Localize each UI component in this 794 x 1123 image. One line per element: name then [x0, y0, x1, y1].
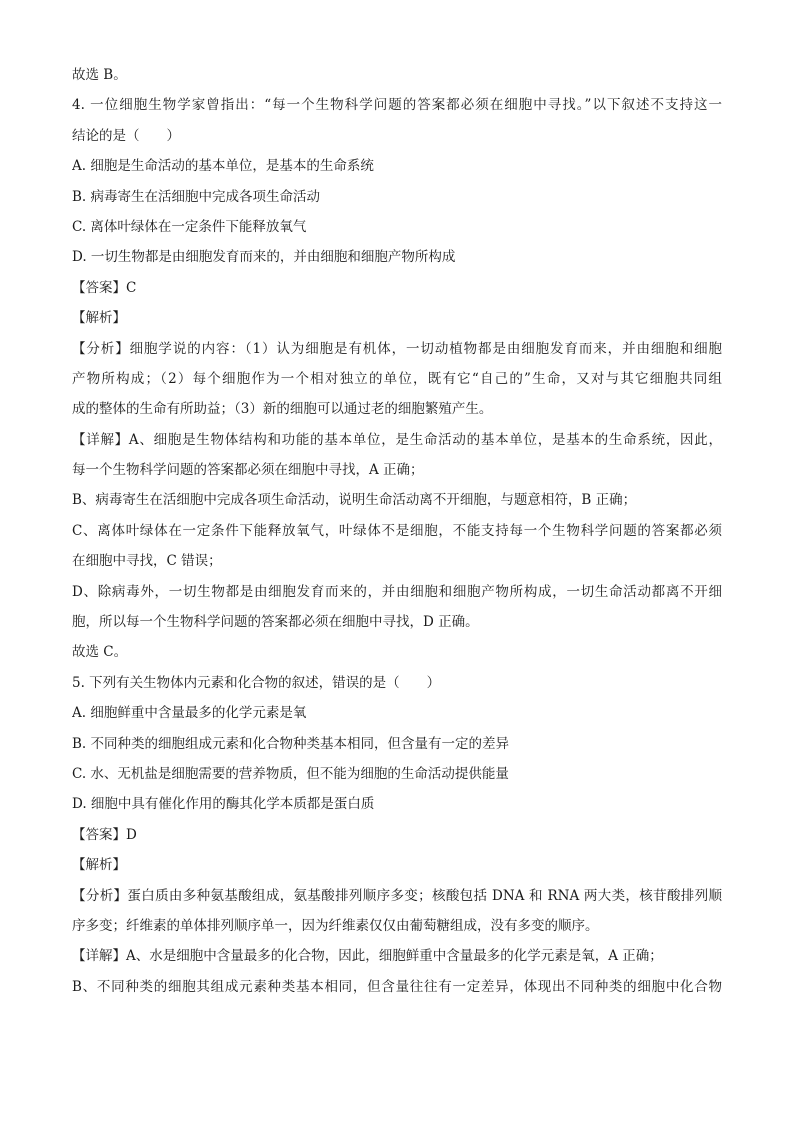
question-4-analysis-continued: 产物所构成；（2）每个细胞作为一个相对独立的单位，既有它“自己的”生命，又对与其它细胞共同组 [72, 370, 722, 387]
question-4-detail-c-end: 在细胞中寻找，C 错误； [72, 553, 222, 570]
question-4-option-b: B. 病毒寄生在活细胞中完成各项生命活动 [72, 188, 321, 205]
question-4-conclusion: 故选 C。 [72, 644, 128, 661]
question-4-analysis: 【分析】细胞学说的内容：（1）认为细胞是有机体，一切动植物都是由细胞发育而来，并由细胞和细胞 [72, 340, 722, 357]
question-5-analysis-end: 序多变；纤维素的单体排列顺序单一，因为纤维素仅仅由葡萄糖组成，没有多变的顺序。 [72, 917, 599, 934]
question-5-stem: 5. 下列有关生物体内元素和化合物的叙述，错误的是（ ） [72, 674, 441, 691]
question-5-option-b: B. 不同种类的细胞组成元素和化合物种类基本相同，但含量有一定的差异 [72, 735, 510, 752]
question-4-answer: 【答案】C [72, 279, 137, 296]
question-4-option-d: D. 一切生物都是由细胞发育而来的，并由细胞和细胞产物所构成 [72, 249, 456, 266]
question-4-stem-continued: 结论的是（ ） [72, 127, 180, 144]
question-5-detail-b: B、不同种类的细胞其组成元素种类基本相同，但含量往往有一定差异，体现出不同种类的细胞中化合物 [72, 978, 722, 995]
question-5-answer: 【答案】D [72, 826, 137, 843]
question-4-option-a: A. 细胞是生命活动的基本单位，是基本的生命系统 [72, 158, 374, 175]
question-5-detail-a: 【详解】A、水是细胞中含量最多的化合物，因此，细胞鲜重中含量最多的化学元素是氧，A 正确； [72, 948, 663, 965]
question-5-explanation-heading: 【解析】 [72, 857, 126, 874]
question-4-stem: 4. 一位细胞生物学家曾指出：“每一个生物科学问题的答案都必须在细胞中寻找。”以下叙述不支持这一 [72, 97, 722, 114]
question-5-option-a: A. 细胞鲜重中含量最多的化学元素是氧 [72, 705, 307, 722]
question-4-option-c: C. 离体叶绿体在一定条件下能释放氧气 [72, 218, 307, 235]
question-5-option-c: C. 水、无机盐是细胞需要的营养物质，但不能为细胞的生命活动提供能量 [72, 765, 509, 782]
question-5-option-d: D. 细胞中具有催化作用的酶其化学本质都是蛋白质 [72, 796, 375, 813]
question-4-detail-d-end: 胞，所以每一个生物科学问题的答案都必须在细胞中寻找，D 正确。 [72, 614, 479, 631]
question-4-explanation-heading: 【解析】 [72, 310, 126, 327]
document-page [72, 60, 722, 1002]
question-4-detail-a: 【详解】A、细胞是生物体结构和功能的基本单位，是生命活动的基本单位，是基本的生命系统，因此， [72, 431, 722, 448]
question-4-analysis-end: 成的整体的生命有所助益；（3）新的细胞可以通过老的细胞繁殖产生。 [72, 401, 493, 418]
question-5-analysis: 【分析】蛋白质由多种氨基酸组成，氨基酸排列顺序多变；核酸包括 DNA 和 RNA 两大类，核苷酸排列顺 [72, 887, 722, 904]
question-4-detail-d: D、除病毒外，一切生物都是由细胞发育而来的，并由细胞和细胞产物所构成，一切生命活动都离不开细 [72, 583, 722, 600]
question-4-detail-a-end: 每一个生物科学问题的答案都必须在细胞中寻找，A 正确； [72, 462, 424, 479]
question-4-detail-b: B、病毒寄生在活细胞中完成各项生命活动，说明生命活动离不开细胞，与题意相符，B 正确； [72, 492, 637, 509]
conclusion-line: 故选 B。 [72, 67, 127, 83]
question-4-detail-c: C、离体叶绿体在一定条件下能释放氧气，叶绿体不是细胞，不能支持每一个生物科学问题的答案都必须 [72, 522, 722, 539]
